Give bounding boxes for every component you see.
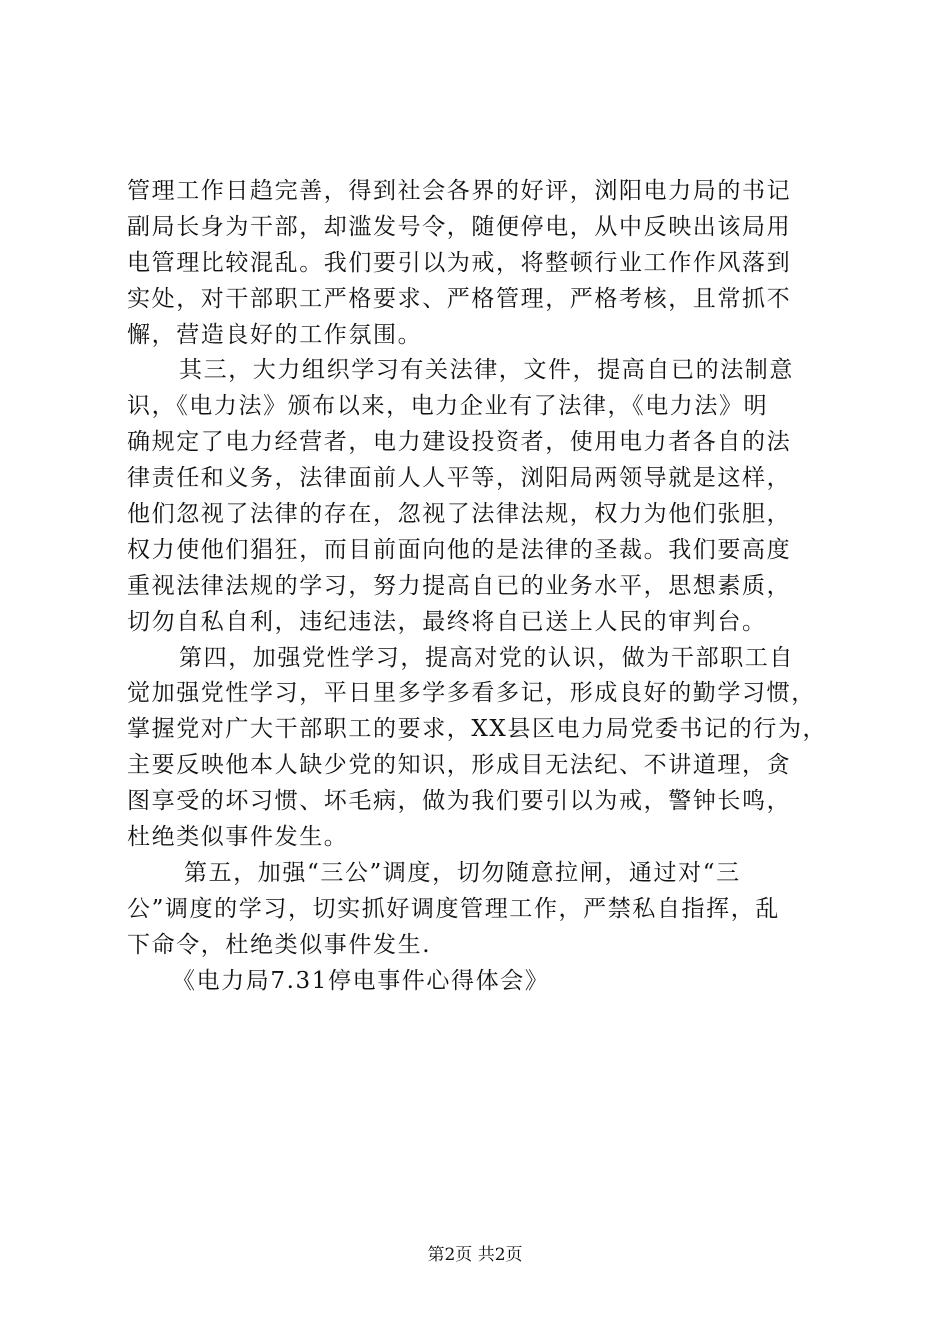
text-line: 确规定了电力经营者，电力建设投资者，使用电力者各自的法 [127, 429, 792, 456]
text-line: 觉加强党性学习，平日里多学多看多记，形成良好的勤学习惯， [127, 680, 816, 707]
paragraph-start-line: 第四，加强党性学习，提高对党的认识，做为干部职工自 [179, 644, 794, 671]
paragraph-start-line: 第五，加强“三公”调度，切勿随意拉闸，通过对“三 [184, 859, 741, 886]
text-line: 主要反映他本人缺少党的知识，形成目无法纪、不讲道理，贪 [127, 752, 792, 779]
paragraph-start-line: 其三，大力组织学习有关法律，文件，提高自已的法制意 [179, 357, 794, 384]
text-line: 电管理比较混乱。我们要引以为戒，将整顿行业工作作风落到 [127, 249, 792, 276]
text-line: 切勿自私自利，违纪违法，最终将自已送上人民的审判台。 [127, 608, 767, 635]
text-line: 公”调度的学习，切实抓好调度管理工作，严禁私自指挥，乱 [127, 895, 780, 922]
text-line: 管理工作日趋完善，得到社会各界的好评，浏阳电力局的书记 [127, 178, 792, 204]
text-line: 掌握党对广大干部职工的要求，XX县区电力局党委书记的行为， [127, 716, 828, 743]
text-line: 实处，对干部职工严格要求、严格管理，严格考核，且常抓不 [127, 285, 792, 312]
text-line: 识，《电力法》颁布以来，电力企业有了法律，《电力法》明 [127, 393, 769, 420]
text-line: 副局长身为干部，却滥发号令，随便停电，从中反映出该局用 [127, 213, 792, 240]
text-line: 律责任和义务，法律面前人人平等，浏阳局两领导就是这样， [127, 465, 792, 492]
text-line: 下命令，杜绝类似事件发生. [127, 931, 432, 958]
page-number-footer: 第2页 共2页 [427, 1245, 523, 1265]
document-body [127, 174, 833, 999]
document-title-line: 《电力局7.31停电事件心得体会》 [172, 967, 550, 994]
text-line: 懈，营造良好的工作氛围。 [127, 321, 423, 348]
text-line: 他们忽视了法律的存在，忽视了法律法规，权力为他们张胆， [127, 501, 792, 528]
text-line: 图享受的坏习惯、坏毛病，做为我们要引以为戒，警钟长鸣， [127, 788, 792, 815]
text-line: 重视法律法规的学习，努力提高自已的业务水平，思想素质， [127, 572, 792, 599]
text-line: 权力使他们猖狂，而目前面向他的是法律的圣裁。我们要高度 [127, 536, 792, 563]
text-line: 杜绝类似事件发生。 [127, 824, 349, 851]
